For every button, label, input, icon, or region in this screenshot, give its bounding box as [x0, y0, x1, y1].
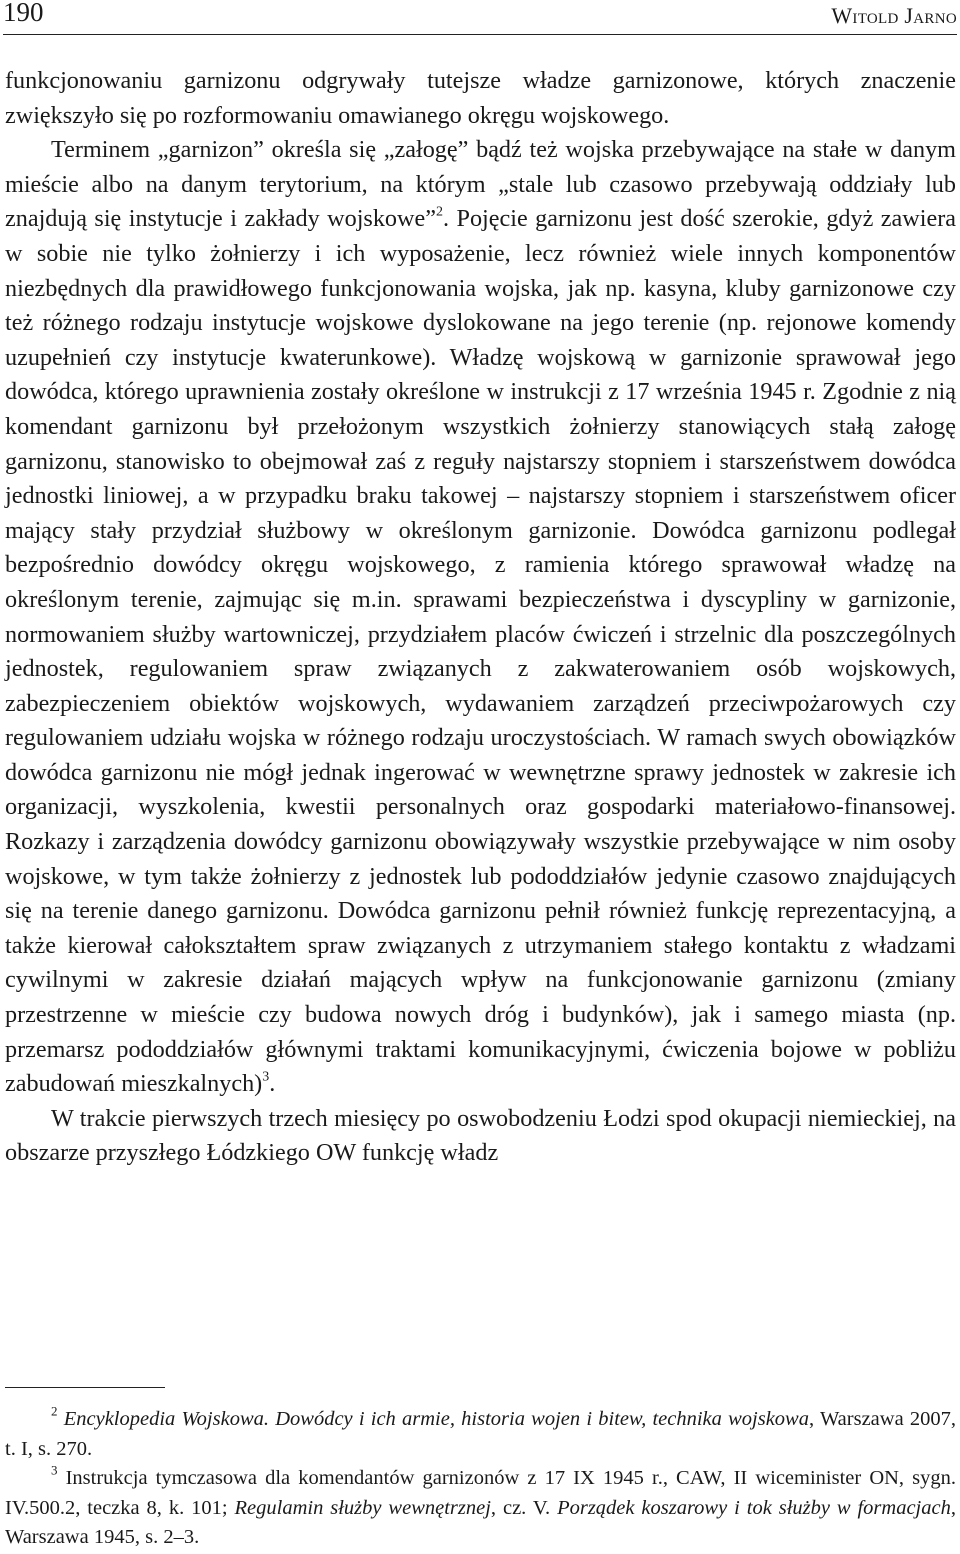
footnote-2 [5, 1405, 956, 1464]
footnote-ref-3[interactable]: 3 [262, 1069, 270, 1085]
paragraph-3-text: W trakcie pierwszych trzech miesięcy po oswobodzeniu Łodzi spod okupacji niemieckiej, na obszarze przyszłego Łódzkiego OW funkcję władz [5, 1104, 956, 1167]
footnote-3-title-1: Regulamin służby wewnętrznej [234, 1496, 491, 1519]
footnote-2-rest: , Warszawa 2007, t. I, s. 270. [5, 1408, 957, 1460]
footnotes [5, 1405, 956, 1553]
footnote-ref-2[interactable]: 2 [435, 204, 443, 220]
paragraph-1-text: funkcjonowaniu garnizonu odgrywały tutejsze władze garnizonowe, których znaczenie zwiększyło się po rozformowaniu omawianego okręgu wojskowego. [5, 67, 956, 129]
page-header [3, 0, 957, 35]
footnote-3-title-2: Porządek koszarowy i tok służby w formacjach [557, 1496, 951, 1519]
footnote-3-text-2: , cz. V. [490, 1496, 558, 1519]
paragraph-2-text-b: . Pojęcie garnizonu jest dość szerokie, gdyż zawiera w sobie nie tylko żołnierzy i ich wyposażenie, lecz również wiele innych komponentów niezbędnych dla prawidłowego funkcjonowania wojska, jak np. kasyna, kluby garnizonowe czy też różnego rodzaju instytucje wojskowe dyslokowane na jego terenie (np. rejonowe komendy uzupełnień czy instytucje kwaterunkowe). Władzę wojskową w garnizonie sprawował jego dowódca, którego uprawnienia zostały określone w instrukcji z 17 września 1945 r. Zgodnie z nią komendant garnizonu był przełożonym wszystkich żołnierzy stanowiących stałą załogę garnizonu, stanowisko to obejmował zaś z reguły najstarszy stopniem i starszeństwem dowódca jednostki liniowej, a w przypadku braku takowej – najstarszy stopniem i starszeństwem oficer mający stały przydział służbowy w określonym garnizonie. Dowódca garnizonu podlegał bezpośrednio dowódcy okręgu wojskowego, z ramienia którego sprawował władzę na określonym terenie, zajmując się m.in. sprawami bezpieczeństwa i dyscypliny w garnizonie, normowaniem służby wartowniczej, przydziałem placów ćwiczeń i strzelnic dla poszczególnych jednostek, regulowaniem spraw związanych z zakwaterowaniem osób wojskowych, zabezpieczeniem obiektów wojskowych, wydawaniem zarządzeń przeciwpożarowych czy regulowaniem udziału wojska w różnego rodzaju uroczystościach. W ramach swych obowiązków dowódca garnizonu nie mógł jednak ingerować w wewnętrzne sprawy jednostek w zakresie ich organizacji, wyszkolenia, kwestii personalnych oraz gospodarki materiałowo-finansowej. Rozkazy i zarządzenia dowódcy garnizonu obowiązywały wszystkie przebywające w nim osoby wojskowe, w tym także żołnierzy z jednostek lub pododdziałów jedynie czasowo znajdujących się na terenie danego garnizonu. Dowódca garnizonu pełnił również funkcję reprezentacyjną, a także kierował całokształtem spraw związanych z utrzymaniem stałego kontaktu z władzami cywilnymi w zakresie działań mających wpływ na funkcjonowanie garnizonu (zmiany przestrzenne w mieście czy budowa nowych dróg i budynków), jak i samego miasta (np. przemarsz pododdziałów głównymi traktami komunikacyjnymi, ćwiczenia bojowe w pobliżu zabudowań mieszkalnych) [5, 205, 956, 1098]
paragraph-2-text-a: Terminem „garnizon” określa się „załogę” bądź też wojska przebywające na stałe w danym mieście albo na danym terytorium, na którym „stale lub czasowo przebywają oddziały lub znajdują się instytucje i zakłady wojskowe” [5, 136, 956, 233]
paragraph-3 [5, 1102, 956, 1171]
footnote-separator [5, 1387, 165, 1388]
paragraph-1 [5, 64, 956, 133]
main-text [5, 64, 956, 1171]
footnote-2-number: 2 [51, 1403, 58, 1419]
footnote-3 [5, 1464, 956, 1553]
paragraph-2 [5, 133, 956, 1102]
footnote-3-number: 3 [51, 1462, 58, 1478]
paragraph-2-text-c: . [269, 1070, 276, 1098]
footnote-3-text-1: Instrukcja tymczasowa dla komendantów garnizonów z 17 IX 1945 r., CAW, II wiceminister ON, sygn. IV.500.2, teczka 8, k. 101; [5, 1467, 957, 1519]
running-head-author: Witold Jarno [831, 3, 957, 28]
footnote-2-title: Encyklopedia Wojskowa. Dowódcy i ich armie, historia wojen i bitew, technika wojskowa [63, 1408, 809, 1430]
footnote-3-text-3: , Warszawa 1945, s. 2–3. [5, 1496, 956, 1548]
page-number: 190 [3, 0, 44, 27]
